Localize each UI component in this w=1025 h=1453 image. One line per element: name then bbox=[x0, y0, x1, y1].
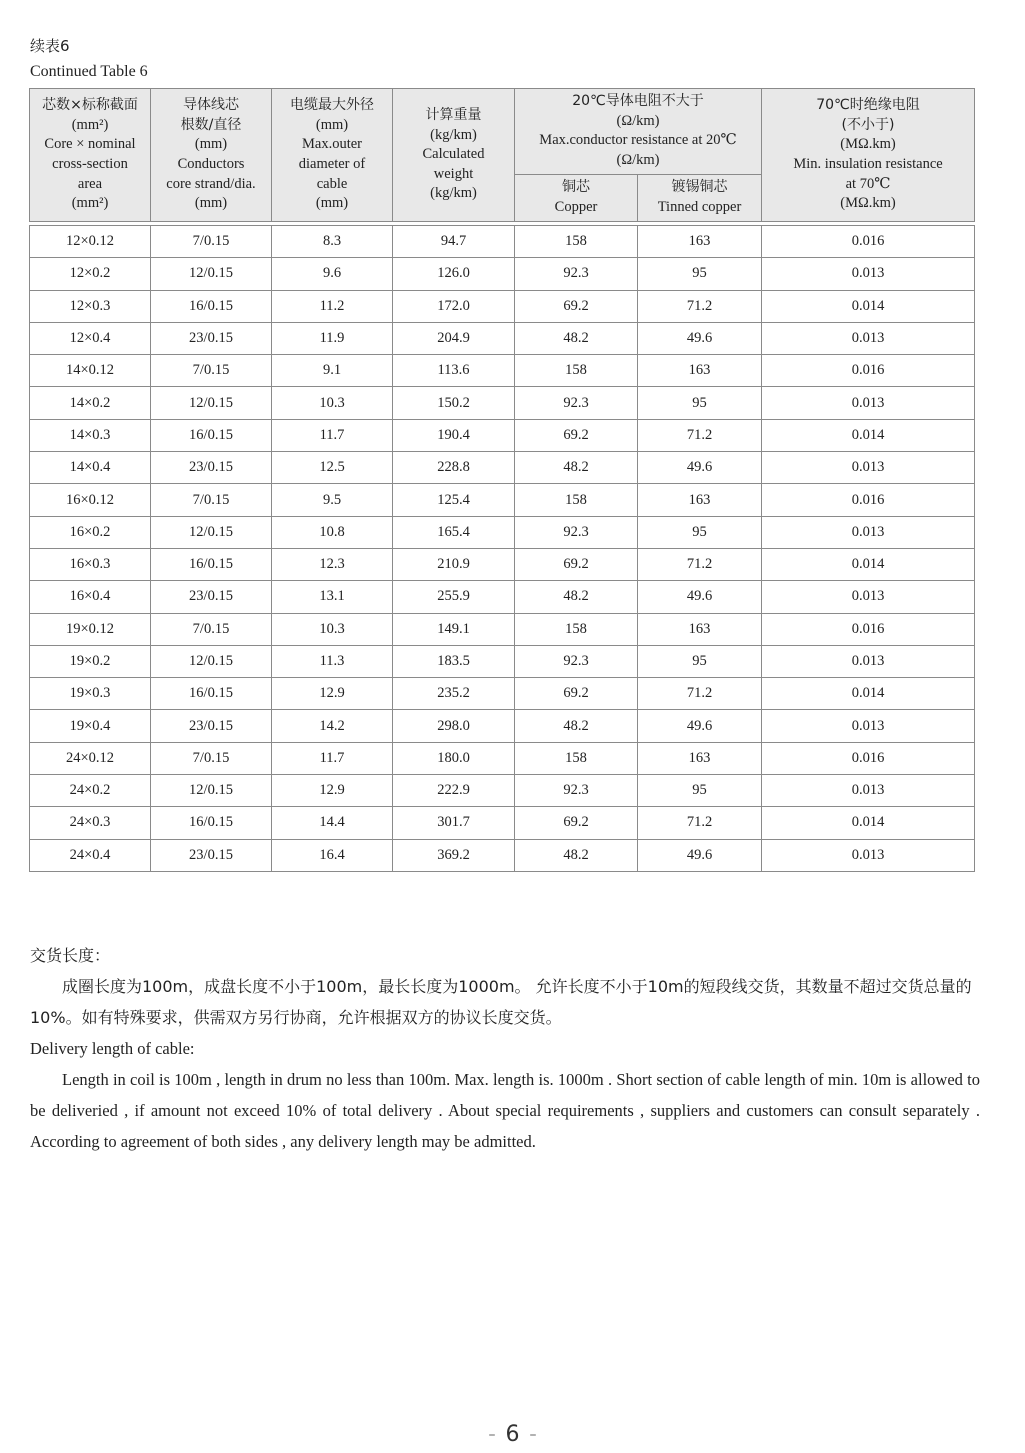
page-number: – 6 – bbox=[488, 1422, 537, 1447]
table-row bbox=[30, 290, 975, 322]
table-cell: 0.013 bbox=[762, 387, 975, 419]
table-cell: 12.3 bbox=[272, 548, 393, 580]
table-cell: 95 bbox=[638, 775, 762, 807]
table-cell: 0.013 bbox=[762, 581, 975, 613]
table-cell: 71.2 bbox=[638, 807, 762, 839]
table-cell: 71.2 bbox=[638, 678, 762, 710]
table-cell: 158 bbox=[515, 226, 638, 258]
table-cell: 92.3 bbox=[515, 387, 638, 419]
table-cell: 49.6 bbox=[638, 322, 762, 354]
table-cell: 92.3 bbox=[515, 775, 638, 807]
table-row bbox=[30, 581, 975, 613]
table-cell: 11.7 bbox=[272, 742, 393, 774]
table-cell: 14×0.12 bbox=[30, 355, 151, 387]
table-cell: 126.0 bbox=[393, 258, 515, 290]
table-row bbox=[30, 548, 975, 580]
table-cell: 0.014 bbox=[762, 548, 975, 580]
table-cell: 163 bbox=[638, 355, 762, 387]
table-cell: 12/0.15 bbox=[151, 645, 272, 677]
header-insulation: 70℃时绝缘电阻 (不小于) (MΩ.km) Min. insulation resistance at 70℃ (MΩ.km) bbox=[762, 89, 975, 222]
delivery-body-zh: 成圈长度为100m，成盘长度不小于100m，最长长度为1000m。 允许长度不小于10m的短段线交货，其数量不超过交货总量的10%。如有特殊要求，供需双方另行协商，允许根据双方的协议长度交货。 bbox=[30, 977, 972, 1027]
table-cell: 11.2 bbox=[272, 290, 393, 322]
table-cell: 49.6 bbox=[638, 452, 762, 484]
table-row bbox=[30, 839, 975, 871]
table-cell: 163 bbox=[638, 613, 762, 645]
table-cell: 16×0.2 bbox=[30, 516, 151, 548]
table-cell: 158 bbox=[515, 484, 638, 516]
table-cell: 14×0.2 bbox=[30, 387, 151, 419]
table-row bbox=[30, 710, 975, 742]
table-cell: 0.016 bbox=[762, 226, 975, 258]
table-cell: 13.1 bbox=[272, 581, 393, 613]
table-cell: 94.7 bbox=[393, 226, 515, 258]
table-cell: 0.013 bbox=[762, 258, 975, 290]
table-cell: 301.7 bbox=[393, 807, 515, 839]
table-cell: 7/0.15 bbox=[151, 226, 272, 258]
table-cell: 0.013 bbox=[762, 775, 975, 807]
table-cell: 69.2 bbox=[515, 548, 638, 580]
table-row bbox=[30, 807, 975, 839]
table-cell: 0.013 bbox=[762, 645, 975, 677]
table-cell: 48.2 bbox=[515, 839, 638, 871]
table-cell: 0.016 bbox=[762, 613, 975, 645]
table-cell: 235.2 bbox=[393, 678, 515, 710]
table-cell: 8.3 bbox=[272, 226, 393, 258]
caption-zh: 续表6 bbox=[30, 37, 70, 55]
table-cell: 150.2 bbox=[393, 387, 515, 419]
table-cell: 113.6 bbox=[393, 355, 515, 387]
table-header bbox=[30, 89, 975, 222]
table-cell: 163 bbox=[638, 484, 762, 516]
table-cell: 183.5 bbox=[393, 645, 515, 677]
table-cell: 49.6 bbox=[638, 581, 762, 613]
table-cell: 49.6 bbox=[638, 839, 762, 871]
table-cell: 14.2 bbox=[272, 710, 393, 742]
table-cell: 23/0.15 bbox=[151, 839, 272, 871]
table-cell: 12/0.15 bbox=[151, 387, 272, 419]
table-cell: 228.8 bbox=[393, 452, 515, 484]
table-row bbox=[30, 775, 975, 807]
table-cell: 0.013 bbox=[762, 516, 975, 548]
cable-spec-table bbox=[29, 88, 974, 872]
table-cell: 19×0.4 bbox=[30, 710, 151, 742]
table-cell: 16×0.12 bbox=[30, 484, 151, 516]
table-row bbox=[30, 645, 975, 677]
table-cell: 19×0.12 bbox=[30, 613, 151, 645]
table-cell: 0.013 bbox=[762, 839, 975, 871]
table-cell: 16×0.3 bbox=[30, 548, 151, 580]
table-cell: 9.5 bbox=[272, 484, 393, 516]
table-row bbox=[30, 419, 975, 451]
table-cell: 92.3 bbox=[515, 258, 638, 290]
table-cell: 23/0.15 bbox=[151, 322, 272, 354]
table-cell: 16/0.15 bbox=[151, 419, 272, 451]
table-row bbox=[30, 322, 975, 354]
table-body bbox=[30, 222, 975, 872]
table-cell: 12×0.2 bbox=[30, 258, 151, 290]
table-cell: 49.6 bbox=[638, 710, 762, 742]
table-cell: 0.016 bbox=[762, 484, 975, 516]
table-cell: 163 bbox=[638, 742, 762, 774]
table-cell: 298.0 bbox=[393, 710, 515, 742]
table-cell: 0.013 bbox=[762, 710, 975, 742]
table-cell: 190.4 bbox=[393, 419, 515, 451]
table-cell: 125.4 bbox=[393, 484, 515, 516]
table-cell: 369.2 bbox=[393, 839, 515, 871]
table-cell: 7/0.15 bbox=[151, 484, 272, 516]
table-cell: 71.2 bbox=[638, 548, 762, 580]
table-cell: 14.4 bbox=[272, 807, 393, 839]
table-cell: 71.2 bbox=[638, 419, 762, 451]
table-cell: 16×0.4 bbox=[30, 581, 151, 613]
table-cell: 158 bbox=[515, 613, 638, 645]
table-cell: 204.9 bbox=[393, 322, 515, 354]
table-caption bbox=[30, 34, 148, 84]
table-cell: 16/0.15 bbox=[151, 807, 272, 839]
table-cell: 0.014 bbox=[762, 290, 975, 322]
table-cell: 10.3 bbox=[272, 387, 393, 419]
table-cell: 24×0.2 bbox=[30, 775, 151, 807]
table-cell: 172.0 bbox=[393, 290, 515, 322]
table-cell: 24×0.12 bbox=[30, 742, 151, 774]
delivery-title-en: Delivery length of cable: bbox=[30, 1039, 195, 1058]
table-cell: 0.016 bbox=[762, 742, 975, 774]
table-cell: 163 bbox=[638, 226, 762, 258]
table-cell: 210.9 bbox=[393, 548, 515, 580]
table-cell: 12/0.15 bbox=[151, 516, 272, 548]
table-cell: 0.013 bbox=[762, 322, 975, 354]
caption-en: Continued Table 6 bbox=[30, 63, 148, 80]
table-cell: 12/0.15 bbox=[151, 258, 272, 290]
table-row bbox=[30, 226, 975, 258]
table-cell: 19×0.2 bbox=[30, 645, 151, 677]
table-row bbox=[30, 678, 975, 710]
table-cell: 95 bbox=[638, 645, 762, 677]
delivery-section bbox=[30, 940, 980, 1157]
table-row bbox=[30, 613, 975, 645]
table-cell: 10.8 bbox=[272, 516, 393, 548]
table-cell: 12/0.15 bbox=[151, 775, 272, 807]
table-cell: 255.9 bbox=[393, 581, 515, 613]
table-cell: 16/0.15 bbox=[151, 290, 272, 322]
table-cell: 92.3 bbox=[515, 645, 638, 677]
header-resistance: 20℃导体电阻不大于 (Ω/km) Max.conductor resistance at 20℃ (Ω/km) bbox=[515, 89, 762, 175]
table-cell: 48.2 bbox=[515, 581, 638, 613]
table-cell: 158 bbox=[515, 355, 638, 387]
table-cell: 14×0.4 bbox=[30, 452, 151, 484]
table-row bbox=[30, 387, 975, 419]
header-conductor-strand: 导体线芯 根数/直径 (mm) Conductors core strand/dia. (mm) bbox=[151, 89, 272, 222]
table-cell: 95 bbox=[638, 258, 762, 290]
table-cell: 95 bbox=[638, 516, 762, 548]
table-cell: 24×0.4 bbox=[30, 839, 151, 871]
table-cell: 16/0.15 bbox=[151, 548, 272, 580]
table-cell: 48.2 bbox=[515, 710, 638, 742]
table-cell: 12.5 bbox=[272, 452, 393, 484]
table-cell: 23/0.15 bbox=[151, 452, 272, 484]
table-row bbox=[30, 484, 975, 516]
table-cell: 7/0.15 bbox=[151, 742, 272, 774]
table-cell: 7/0.15 bbox=[151, 355, 272, 387]
table-cell: 71.2 bbox=[638, 290, 762, 322]
table-cell: 0.013 bbox=[762, 452, 975, 484]
table-cell: 7/0.15 bbox=[151, 613, 272, 645]
table-row bbox=[30, 516, 975, 548]
table-row bbox=[30, 452, 975, 484]
table-row bbox=[30, 742, 975, 774]
table-cell: 9.6 bbox=[272, 258, 393, 290]
table-cell: 12.9 bbox=[272, 775, 393, 807]
table-row bbox=[30, 258, 975, 290]
table-cell: 16.4 bbox=[272, 839, 393, 871]
table-cell: 92.3 bbox=[515, 516, 638, 548]
table-row bbox=[30, 355, 975, 387]
table-cell: 24×0.3 bbox=[30, 807, 151, 839]
table-cell: 158 bbox=[515, 742, 638, 774]
table-cell: 69.2 bbox=[515, 678, 638, 710]
table-cell: 48.2 bbox=[515, 452, 638, 484]
delivery-title-zh: 交货长度： bbox=[30, 946, 111, 965]
table-cell: 222.9 bbox=[393, 775, 515, 807]
table-cell: 0.014 bbox=[762, 419, 975, 451]
table-cell: 0.014 bbox=[762, 807, 975, 839]
header-core-area: 芯数×标称截面 (mm²) Core × nominal cross-section area (mm²) bbox=[30, 89, 151, 222]
table-cell: 16/0.15 bbox=[151, 678, 272, 710]
header-weight: 计算重量 (kg/km) Calculated weight (kg/km) bbox=[393, 89, 515, 222]
header-outer-diameter: 电缆最大外径 (mm) Max.outer diameter of cable (mm) bbox=[272, 89, 393, 222]
table-cell: 23/0.15 bbox=[151, 710, 272, 742]
table-cell: 180.0 bbox=[393, 742, 515, 774]
table-cell: 69.2 bbox=[515, 807, 638, 839]
table-cell: 69.2 bbox=[515, 419, 638, 451]
header-copper: 铜芯 Copper bbox=[515, 174, 638, 221]
table-cell: 165.4 bbox=[393, 516, 515, 548]
table-cell: 12×0.3 bbox=[30, 290, 151, 322]
table-cell: 19×0.3 bbox=[30, 678, 151, 710]
table-cell: 10.3 bbox=[272, 613, 393, 645]
table-cell: 149.1 bbox=[393, 613, 515, 645]
table-cell: 0.014 bbox=[762, 678, 975, 710]
table-cell: 11.9 bbox=[272, 322, 393, 354]
table-cell: 14×0.3 bbox=[30, 419, 151, 451]
table-cell: 12×0.4 bbox=[30, 322, 151, 354]
table-cell: 23/0.15 bbox=[151, 581, 272, 613]
table-cell: 11.3 bbox=[272, 645, 393, 677]
delivery-body-en: Length in coil is 100m , length in drum no less than 100m. Max. length is. 1000m . Short section of cable length of min. 10m is allowed to be deliveried , if amount not exceed 10% of total delivery . About special requirements , suppliers and customers can consult separately . According to agreement of both sides , any delivery length may be admitted. bbox=[30, 1070, 980, 1151]
table-cell: 48.2 bbox=[515, 322, 638, 354]
table-cell: 9.1 bbox=[272, 355, 393, 387]
table-cell: 95 bbox=[638, 387, 762, 419]
table-cell: 69.2 bbox=[515, 290, 638, 322]
table-cell: 0.016 bbox=[762, 355, 975, 387]
header-tinned-copper: 镀锡铜芯 Tinned copper bbox=[638, 174, 762, 221]
table-cell: 12×0.12 bbox=[30, 226, 151, 258]
table-cell: 12.9 bbox=[272, 678, 393, 710]
table-cell: 11.7 bbox=[272, 419, 393, 451]
